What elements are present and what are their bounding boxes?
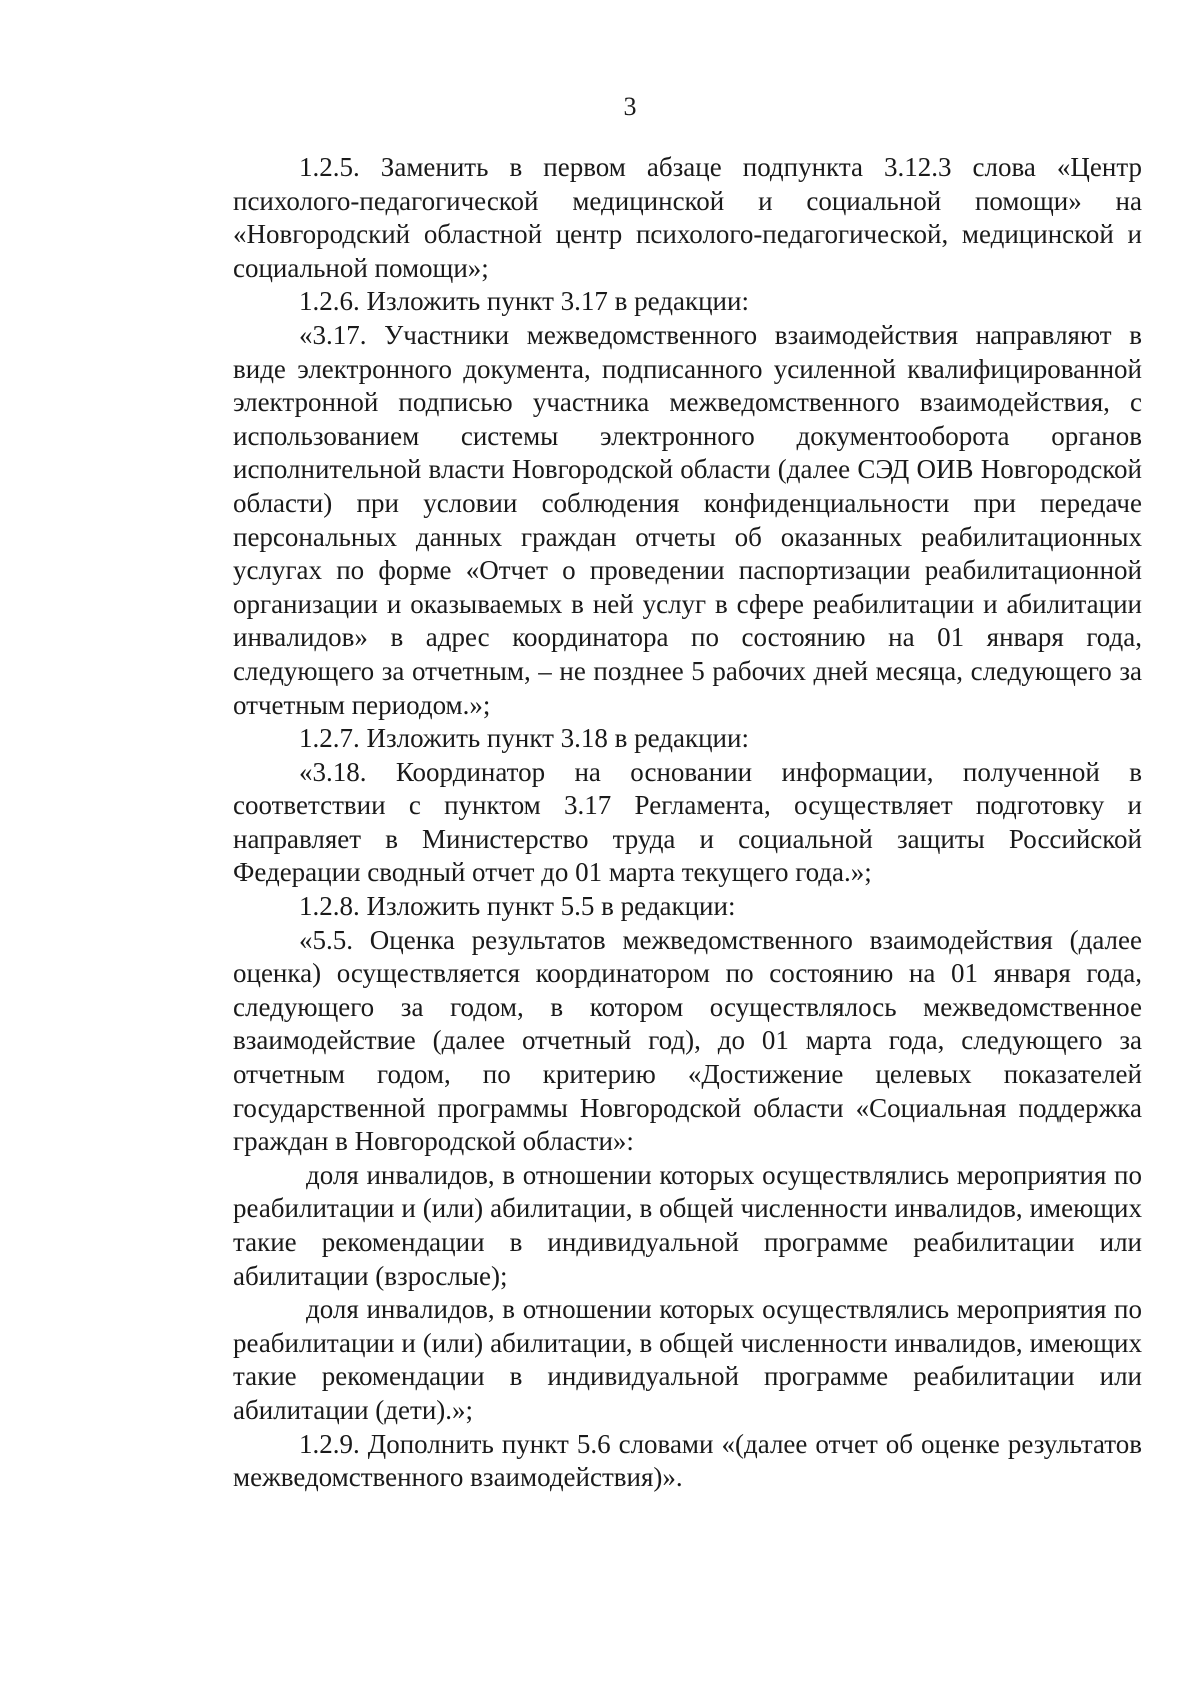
paragraph-indicator-adults: доля инвалидов, в отношении которых осуществлялись мероприятия по реабилитации и (или) абилитации, в общей численности инвалидов, имеющих такие рекомендации в индивидуальной программе реабилитации или абилитации (взрослые); bbox=[233, 1159, 1142, 1291]
document-body bbox=[233, 151, 1142, 1495]
paragraph-indicator-children: доля инвалидов, в отношении которых осуществлялись мероприятия по реабилитации и (или) абилитации, в общей численности инвалидов, имеющих такие рекомендации в индивидуальной программе реабилитации или абилитации (дети).»; bbox=[233, 1294, 1142, 1425]
paragraph-1-2-7: 1.2.7. Изложить пункт 3.18 в редакции: bbox=[299, 723, 749, 754]
paragraph-1-2-8: 1.2.8. Изложить пункт 5.5 в редакции: bbox=[299, 891, 736, 922]
paragraph-1-2-6: 1.2.6. Изложить пункт 3.17 в редакции: bbox=[299, 286, 749, 317]
paragraph-3-17: «3.17. Участники межведомственного взаимодействия направляют в виде электронного документа, подписанного усиленной квалифицированной электронной подписью участника межведомственного взаимодействия, с использованием системы электронного документооборота органов исполнительной власти Новгородской области (далее СЭД ОИВ Новгородской области) при условии соблюдения конфиденциальности при передаче персональных данных граждан отчеты об оказанных реабилитационных услугах по форме «Отчет о проведении паспортизации реабилитационной организации и оказываемых в ней услуг в сфере реабилитации и абилитации инвалидов» в адрес координатора по состоянию на 01 января года, следующего за отчетным, – не позднее 5 рабочих дней месяца, следующего за отчетным периодом.»; bbox=[233, 319, 1142, 720]
page-number: 3 bbox=[623, 92, 637, 121]
paragraph-3-18: «3.18. Координатор на основании информации, полученной в соответствии с пунктом 3.17 Регламента, осуществляет подготовку и направляет в Министерство труда и социальной защиты Российской Федерации сводный отчет до 01 марта текущего года.»; bbox=[233, 756, 1142, 888]
paragraph-1-2-5: 1.2.5. Заменить в первом абзаце подпункта 3.12.3 слова «Центр психолого-педагогической медицинской и социальной помощи» на «Новгородский областной центр психолого-педагогической, медицинской и социальной помощи»; bbox=[233, 152, 1142, 283]
paragraph-1-2-9: 1.2.9. Дополнить пункт 5.6 словами «(далее отчет об оценке результатов межведомственного взаимодействия)». bbox=[233, 1428, 1142, 1493]
paragraph-5-5: «5.5. Оценка результатов межведомственного взаимодействия (далее оценка) осуществляется координатором по состоянию на 01 января года, следующего за годом, в котором осуществлялось межведомственное взаимодействие (далее отчетный год), до 01 марта года, следующего за отчетным годом, по критерию «Достижение целевых показателей государственной программы Новгородской области «Социальная поддержка граждан в Новгородской области»: bbox=[233, 924, 1142, 1157]
